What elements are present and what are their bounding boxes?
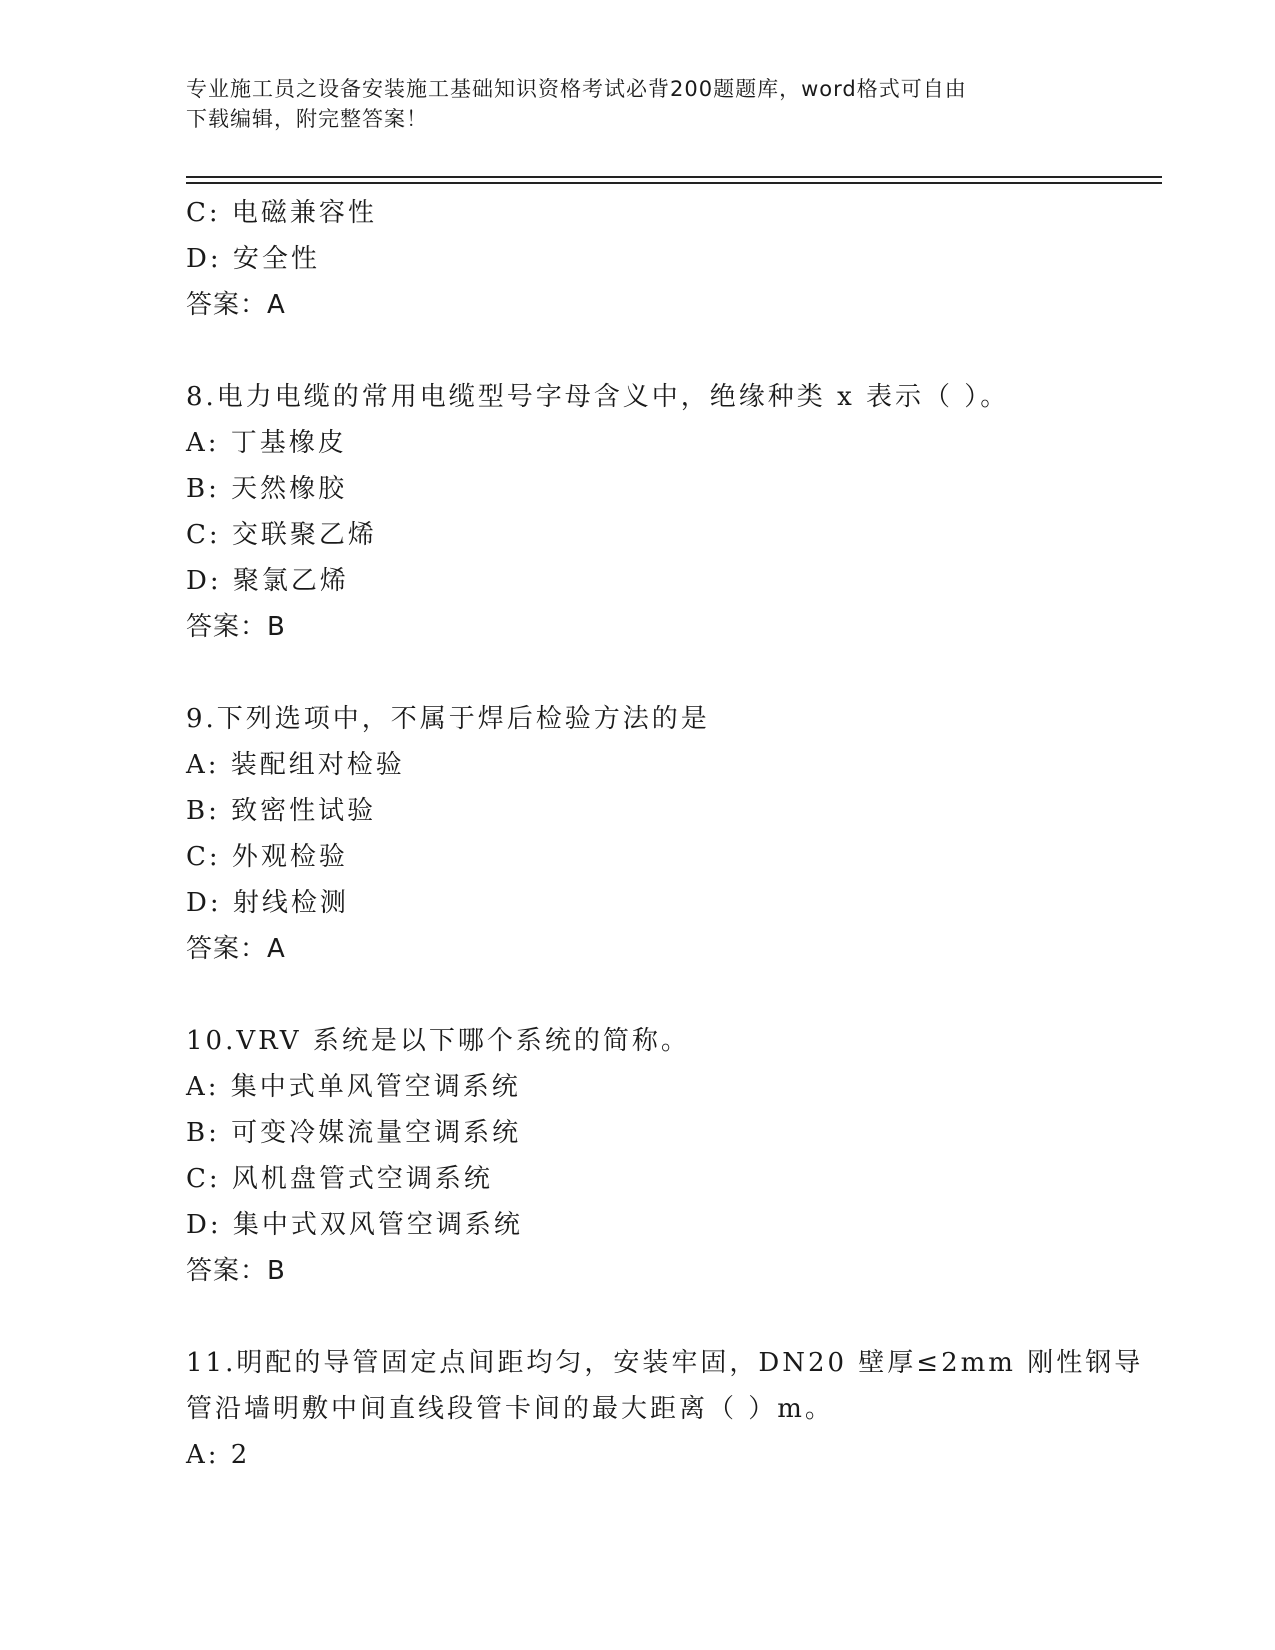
option-d: D: 安全性 [186,244,320,274]
option-b: B: 可变冷媒流量空调系统 [186,1118,522,1148]
question-8 [186,374,1086,650]
option-b: B: 天然橡胶 [186,474,348,504]
question-7-tail [186,190,1086,328]
option-d: D: 集中式双风管空调系统 [186,1210,523,1240]
option-c: C: 风机盘管式空调系统 [186,1164,493,1194]
option-a: A: 丁基橡皮 [186,428,347,458]
option-a: A: 集中式单风管空调系统 [186,1072,521,1102]
option-a: A: 装配组对检验 [186,750,405,780]
question-text: 10.VRV 系统是以下哪个系统的简称。 [186,1026,690,1056]
option-d: D: 射线检测 [186,888,349,918]
question-text: 8.电力电缆的常用电缆型号字母含义中，绝缘种类 x 表示（ ）。 [186,382,1010,412]
option-b: B: 致密性试验 [186,796,377,826]
document-header [186,74,1066,134]
question-9 [186,696,1086,972]
question-text: 9.下列选项中，不属于焊后检验方法的是 [186,704,710,734]
option-c: C: 外观检验 [186,842,348,872]
header-divider-top [186,176,1162,178]
answer: 答案：B [186,1256,286,1286]
header-divider-bottom [186,182,1162,184]
question-list [186,190,1144,1478]
answer: 答案：B [186,612,286,642]
answer: 答案：A [186,934,286,964]
option-a: A: 2 [186,1440,251,1470]
option-d: D: 聚氯乙烯 [186,566,349,596]
option-c: C: 电磁兼容性 [186,198,377,228]
header-line-2: 下载编辑，附完整答案！ [186,107,428,131]
question-10 [186,1018,1086,1294]
question-text-line-1: 11.明配的导管固定点间距均匀，安装牢固，DN20 壁厚≤2mm 刚性钢导 [186,1348,1144,1378]
answer: 答案：A [186,290,286,320]
question-text-line-2: 管沿墙明敷中间直线段管卡间的最大距离（ ）m。 [186,1394,834,1424]
question-11 [186,1340,1144,1478]
option-c: C: 交联聚乙烯 [186,520,377,550]
header-line-1: 专业施工员之设备安装施工基础知识资格考试必背200题题库，word格式可自由 [186,77,967,101]
